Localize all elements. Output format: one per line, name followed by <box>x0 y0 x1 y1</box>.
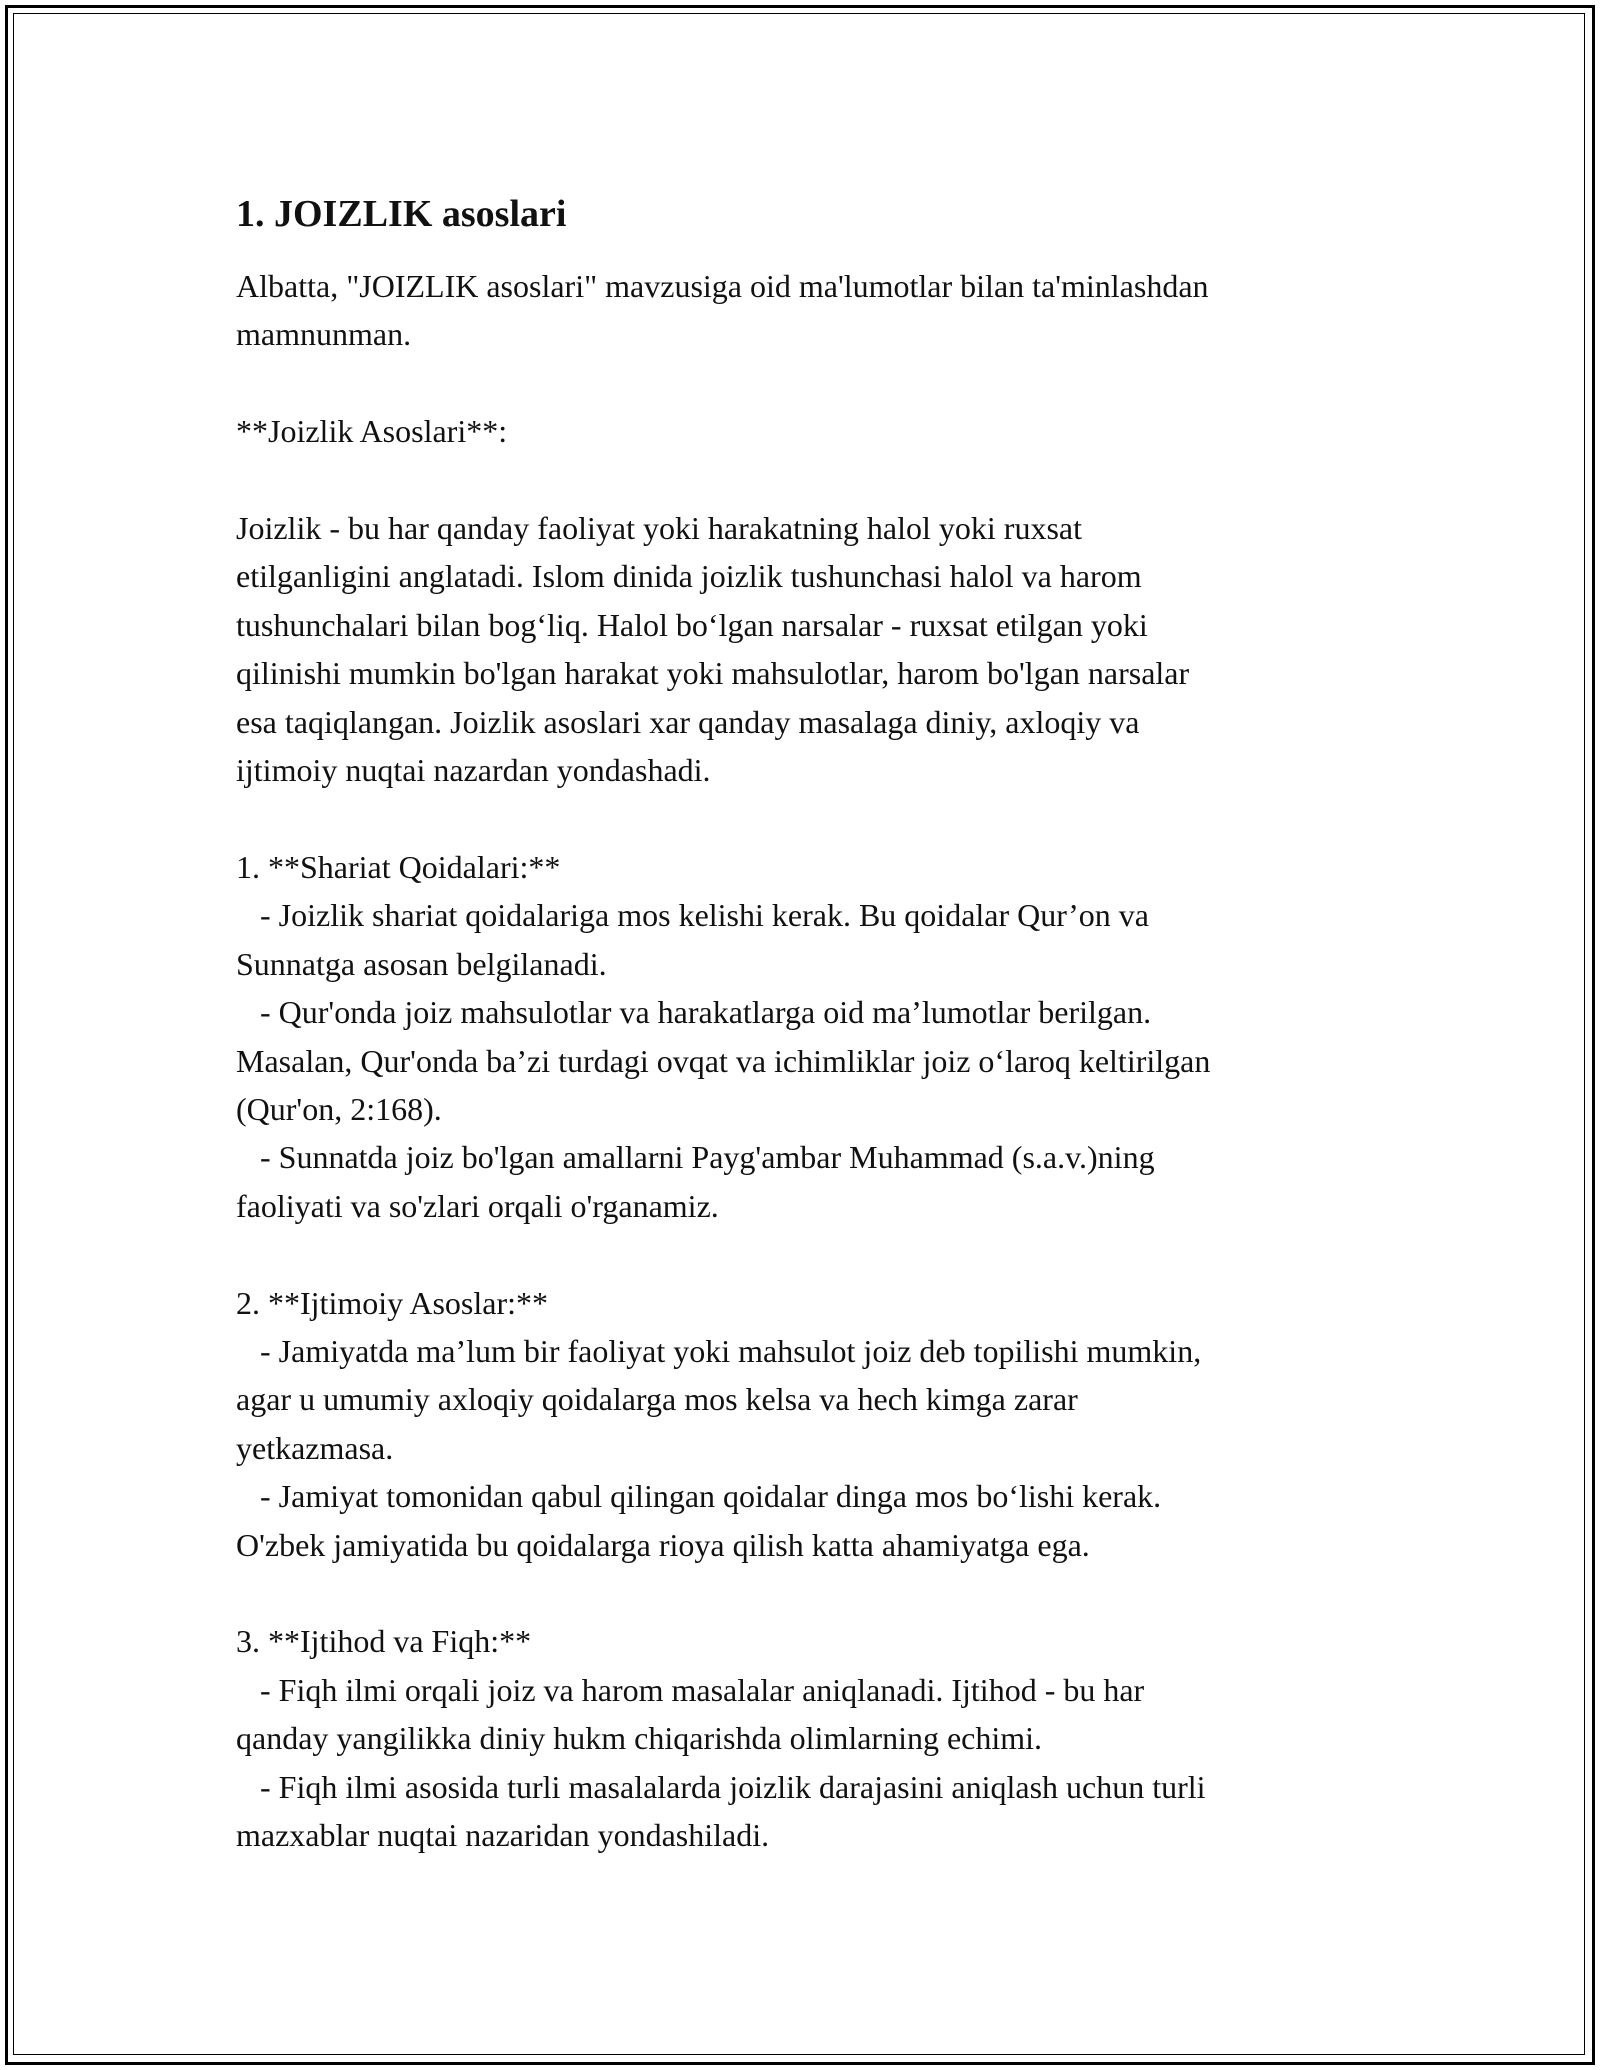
document-heading: 1. JOIZLIK asoslari <box>236 193 567 235</box>
document-content <box>236 190 1366 1859</box>
document-body: Albatta, "JOIZLIK asoslari" mavzusiga oid ma'lumotlar bilan ta'minlashdan mamnunman. **Joizlik Asoslari**: Joizlik - bu har qanday faoliyat yoki harakatning halol yoki ruxsat etilganligini anglatadi. Islom dinida joizlik tushunchasi halol va harom tushunchalari bilan bog‘liq. Halol bo‘lgan narsalar - ruxsat etilgan yoki qilinishi mumkin bo'lgan harakat yoki mahsulotlar, harom bo'lgan narsalar esa taqiqlangan. Joizlik asoslari xar qanday masalaga diniy, axloqiy va ijtimoiy nuqtai nazardan yondashadi. 1. **Shariat Qoidalari:** - Joizlik shariat qoidalariga mos kelishi kerak. Bu qoidalar Qur’on va Sunnatga asosan belgilanadi. - Qur'onda joiz mahsulotlar va harakatlarga oid ma’lumotlar berilgan. Masalan, Qur'onda ba’zi turdagi ovqat va ichimliklar joiz o‘laroq keltirilgan (Qur'on, 2:168). - Sunnatda joiz bo'lgan amallarni Payg'ambar Muhammad (s.a.v.)ning faoliyati va so'zlari orqali o'rganamiz. 2. **Ijtimoiy Asoslar:** - Jamiyatda ma’lum bir faoliyat yoki mahsulot joiz deb topilishi mumkin, agar u umumiy axloqiy qoidalarga mos kelsa va hech kimga zarar yetkazmasa. - Jamiyat tomonidan qabul qilingan qoidalar dinga mos bo‘lishi kerak. O'zbek jamiyatida bu qoidalarga rioya qilish katta ahamiyatga ega. 3. **Ijtihod va Fiqh:** - Fiqh ilmi orqali joiz va harom masalalar aniqlanadi. Ijtihod - bu har qanday yangilikka diniy hukm chiqarishda olimlarning echimi. - Fiqh ilmi asosida turli masalalarda joizlik darajasini aniqlash uchun turli mazxablar nuqtai nazaridan yondashiladi. <box>236 268 1211 1853</box>
